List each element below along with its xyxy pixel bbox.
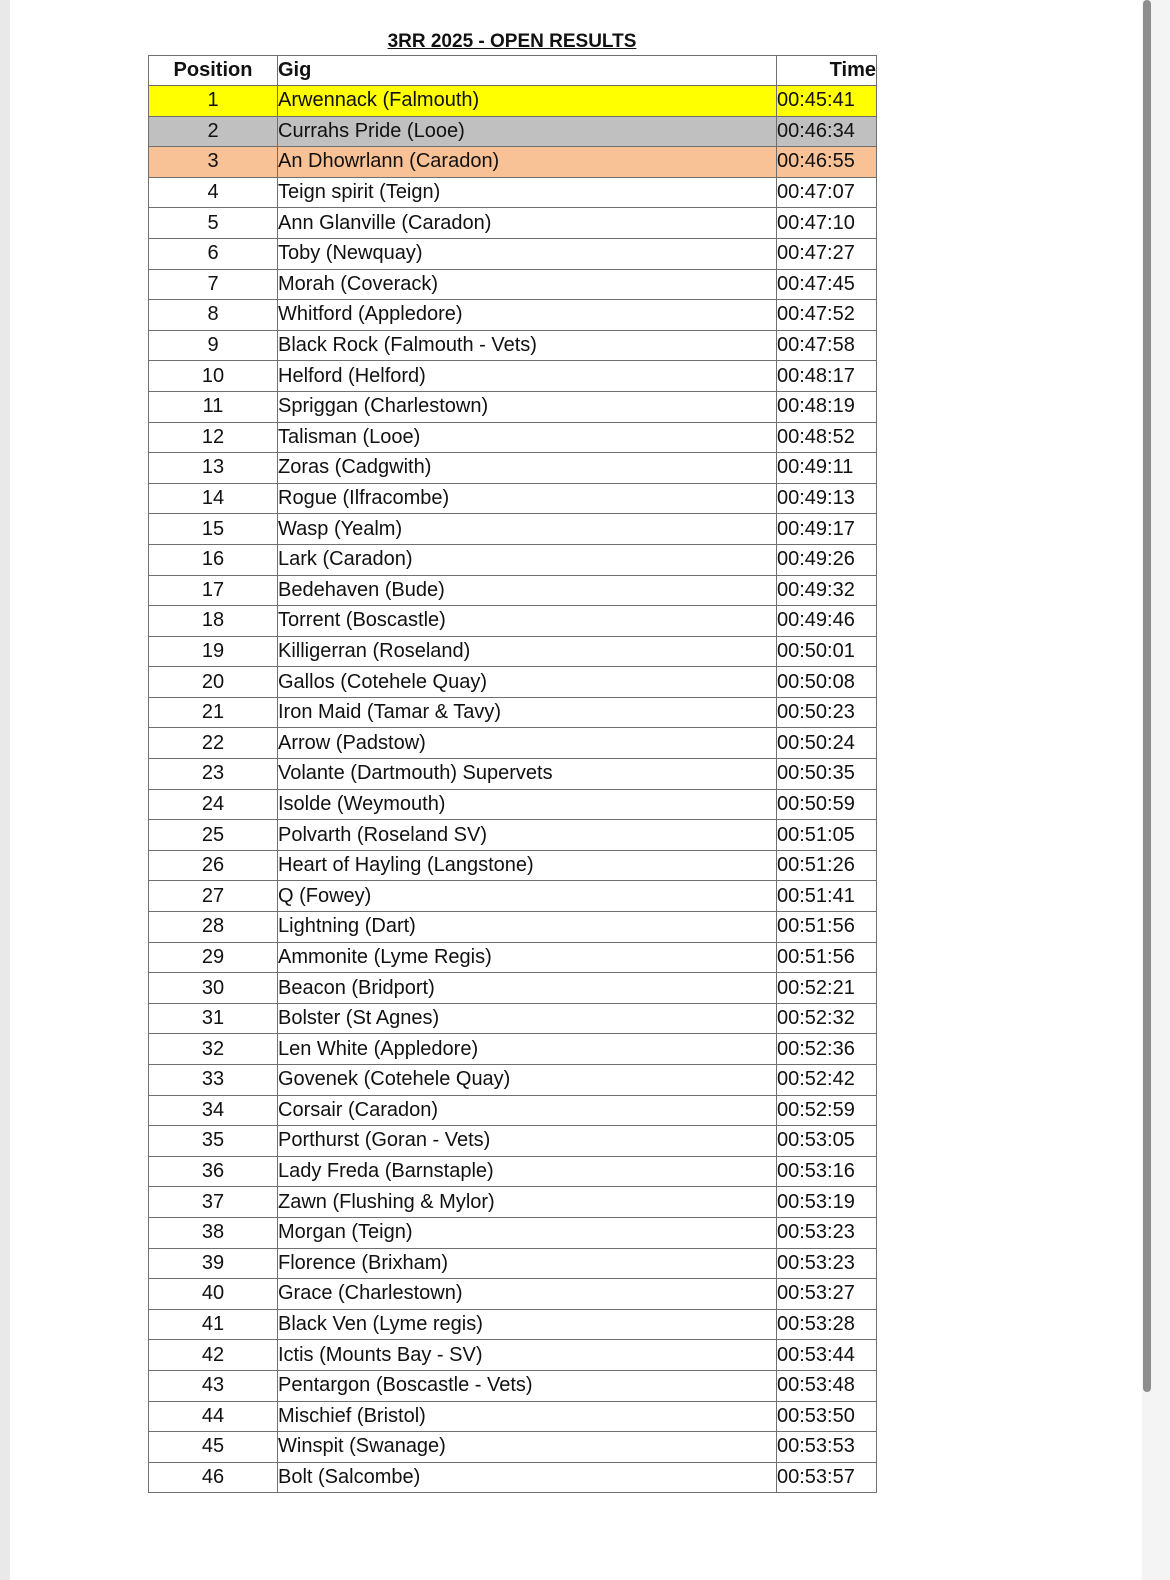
cell-position: 29 [149,942,278,973]
table-row [149,1065,877,1096]
table-row [149,1126,877,1157]
cell-position: 43 [149,1370,278,1401]
table-row [149,820,877,851]
table-row [149,1034,877,1065]
cell-time: 00:49:13 [777,483,877,514]
cell-position: 16 [149,544,278,575]
cell-time: 00:50:23 [777,697,877,728]
cell-gig: Black Rock (Falmouth - Vets) [278,330,777,361]
cell-time: 00:50:59 [777,789,877,820]
cell-gig: Pentargon (Boscastle - Vets) [278,1370,777,1401]
cell-gig: Govenek (Cotehele Quay) [278,1065,777,1096]
cell-gig: Lady Freda (Barnstaple) [278,1156,777,1187]
cell-position: 8 [149,300,278,331]
cell-time: 00:52:32 [777,1003,877,1034]
table-row [149,300,877,331]
cell-gig: Ann Glanville (Caradon) [278,208,777,239]
table-row [149,881,877,912]
cell-position: 21 [149,697,278,728]
table-row [149,116,877,147]
table-row [149,759,877,790]
results-body [149,86,877,1493]
cell-position: 27 [149,881,278,912]
cell-time: 00:50:35 [777,759,877,790]
cell-position: 25 [149,820,278,851]
cell-time: 00:47:52 [777,300,877,331]
cell-gig: Porthurst (Goran - Vets) [278,1126,777,1157]
table-row [149,514,877,545]
cell-position: 20 [149,667,278,698]
cell-gig: Currahs Pride (Looe) [278,116,777,147]
cell-time: 00:53:27 [777,1279,877,1310]
header-time: Time [777,56,877,86]
cell-gig: Winspit (Swanage) [278,1432,777,1463]
table-row [149,1279,877,1310]
cell-position: 18 [149,606,278,637]
cell-gig: Corsair (Caradon) [278,1095,777,1126]
cell-gig: Ictis (Mounts Bay - SV) [278,1340,777,1371]
table-row [149,1432,877,1463]
cell-gig: Helford (Helford) [278,361,777,392]
cell-position: 40 [149,1279,278,1310]
table-row [149,1217,877,1248]
cell-gig: Morgan (Teign) [278,1217,777,1248]
table-row [149,208,877,239]
cell-time: 00:52:42 [777,1065,877,1096]
cell-position: 38 [149,1217,278,1248]
table-row [149,606,877,637]
cell-gig: Ammonite (Lyme Regis) [278,942,777,973]
cell-position: 4 [149,177,278,208]
cell-position: 41 [149,1309,278,1340]
table-row [149,544,877,575]
cell-position: 2 [149,116,278,147]
cell-position: 17 [149,575,278,606]
cell-position: 34 [149,1095,278,1126]
cell-gig: Polvarth (Roseland SV) [278,820,777,851]
cell-time: 00:47:10 [777,208,877,239]
cell-time: 00:52:59 [777,1095,877,1126]
cell-time: 00:50:24 [777,728,877,759]
cell-gig: Arrow (Padstow) [278,728,777,759]
cell-gig: Spriggan (Charlestown) [278,391,777,422]
table-row [149,697,877,728]
cell-gig: Bolster (St Agnes) [278,1003,777,1034]
table-row [149,1003,877,1034]
cell-position: 26 [149,850,278,881]
table-row [149,269,877,300]
cell-position: 36 [149,1156,278,1187]
cell-gig: Q (Fowey) [278,881,777,912]
cell-gig: Beacon (Bridport) [278,973,777,1004]
table-row [149,330,877,361]
cell-gig: Florence (Brixham) [278,1248,777,1279]
cell-position: 44 [149,1401,278,1432]
cell-position: 46 [149,1462,278,1493]
cell-time: 00:47:27 [777,238,877,269]
cell-gig: Talisman (Looe) [278,422,777,453]
cell-gig: Zawn (Flushing & Mylor) [278,1187,777,1218]
header-position: Position [149,56,278,86]
cell-time: 00:52:36 [777,1034,877,1065]
table-row [149,1309,877,1340]
cell-time: 00:51:41 [777,881,877,912]
table-row [149,391,877,422]
cell-position: 33 [149,1065,278,1096]
cell-time: 00:53:19 [777,1187,877,1218]
document-title: 3RR 2025 - OPEN RESULTS [387,31,637,52]
cell-gig: Mischief (Bristol) [278,1401,777,1432]
cell-position: 31 [149,1003,278,1034]
cell-position: 10 [149,361,278,392]
cell-time: 00:50:08 [777,667,877,698]
table-row [149,942,877,973]
cell-position: 13 [149,453,278,484]
cell-gig: Heart of Hayling (Langstone) [278,850,777,881]
cell-position: 19 [149,636,278,667]
cell-gig: An Dhowrlann (Caradon) [278,147,777,178]
cell-gig: Zoras (Cadgwith) [278,453,777,484]
table-row [149,636,877,667]
table-row [149,1340,877,1371]
table-row [149,1187,877,1218]
header-row [149,56,877,86]
cell-position: 12 [149,422,278,453]
cell-time: 00:50:01 [777,636,877,667]
cell-position: 6 [149,238,278,269]
table-row [149,86,877,117]
cell-time: 00:53:05 [777,1126,877,1157]
cell-gig: Teign spirit (Teign) [278,177,777,208]
table-row [149,575,877,606]
cell-gig: Volante (Dartmouth) Supervets [278,759,777,790]
table-row [149,728,877,759]
cell-position: 42 [149,1340,278,1371]
cell-gig: Len White (Appledore) [278,1034,777,1065]
table-row [149,1248,877,1279]
cell-gig: Rogue (Ilfracombe) [278,483,777,514]
cell-time: 00:47:07 [777,177,877,208]
cell-time: 00:47:58 [777,330,877,361]
cell-time: 00:48:19 [777,391,877,422]
cell-time: 00:45:41 [777,86,877,117]
cell-position: 24 [149,789,278,820]
table-row [149,973,877,1004]
cell-time: 00:47:45 [777,269,877,300]
cell-position: 22 [149,728,278,759]
cell-gig: Killigerran (Roseland) [278,636,777,667]
cell-position: 28 [149,912,278,943]
cell-position: 3 [149,147,278,178]
cell-time: 00:48:17 [777,361,877,392]
table-row [149,361,877,392]
cell-gig: Bolt (Salcombe) [278,1462,777,1493]
table-row [149,667,877,698]
table-row [149,147,877,178]
cell-gig: Toby (Newquay) [278,238,777,269]
cell-time: 00:53:50 [777,1401,877,1432]
cell-time: 00:53:28 [777,1309,877,1340]
cell-time: 00:51:26 [777,850,877,881]
cell-time: 00:53:53 [777,1432,877,1463]
cell-gig: Torrent (Boscastle) [278,606,777,637]
cell-position: 7 [149,269,278,300]
table-row [149,177,877,208]
cell-position: 9 [149,330,278,361]
cell-time: 00:53:44 [777,1340,877,1371]
table-row [149,1401,877,1432]
cell-gig: Morah (Coverack) [278,269,777,300]
cell-time: 00:51:05 [777,820,877,851]
cell-gig: Isolde (Weymouth) [278,789,777,820]
table-row [149,912,877,943]
cell-gig: Lark (Caradon) [278,544,777,575]
cell-position: 11 [149,391,278,422]
cell-time: 00:53:16 [777,1156,877,1187]
table-row [149,1462,877,1493]
cell-time: 00:53:57 [777,1462,877,1493]
cell-position: 14 [149,483,278,514]
cell-gig: Wasp (Yealm) [278,514,777,545]
results-table [148,55,877,1493]
cell-gig: Gallos (Cotehele Quay) [278,667,777,698]
cell-position: 35 [149,1126,278,1157]
cell-time: 00:49:11 [777,453,877,484]
cell-position: 37 [149,1187,278,1218]
cell-time: 00:49:26 [777,544,877,575]
scrollbar-thumb[interactable] [1143,0,1151,1392]
cell-time: 00:49:46 [777,606,877,637]
cell-position: 1 [149,86,278,117]
cell-time: 00:53:23 [777,1217,877,1248]
cell-time: 00:51:56 [777,912,877,943]
table-row [149,850,877,881]
cell-gig: Bedehaven (Bude) [278,575,777,606]
table-row [149,453,877,484]
cell-position: 39 [149,1248,278,1279]
cell-gig: Iron Maid (Tamar & Tavy) [278,697,777,728]
cell-position: 23 [149,759,278,790]
table-row [149,1095,877,1126]
cell-position: 5 [149,208,278,239]
cell-position: 30 [149,973,278,1004]
cell-position: 32 [149,1034,278,1065]
cell-position: 45 [149,1432,278,1463]
cell-time: 00:49:17 [777,514,877,545]
cell-time: 00:52:21 [777,973,877,1004]
cell-gig: Grace (Charlestown) [278,1279,777,1310]
cell-time: 00:46:34 [777,116,877,147]
cell-time: 00:53:48 [777,1370,877,1401]
table-row [149,1156,877,1187]
table-row [149,422,877,453]
cell-gig: Whitford (Appledore) [278,300,777,331]
header-gig: Gig [278,56,777,86]
cell-gig: Arwennack (Falmouth) [278,86,777,117]
cell-time: 00:48:52 [777,422,877,453]
cell-gig: Lightning (Dart) [278,912,777,943]
cell-position: 15 [149,514,278,545]
cell-time: 00:53:23 [777,1248,877,1279]
table-row [149,483,877,514]
table-row [149,1370,877,1401]
table-row [149,238,877,269]
cell-gig: Black Ven (Lyme regis) [278,1309,777,1340]
cell-time: 00:49:32 [777,575,877,606]
cell-time: 00:46:55 [777,147,877,178]
cell-time: 00:51:56 [777,942,877,973]
table-row [149,789,877,820]
